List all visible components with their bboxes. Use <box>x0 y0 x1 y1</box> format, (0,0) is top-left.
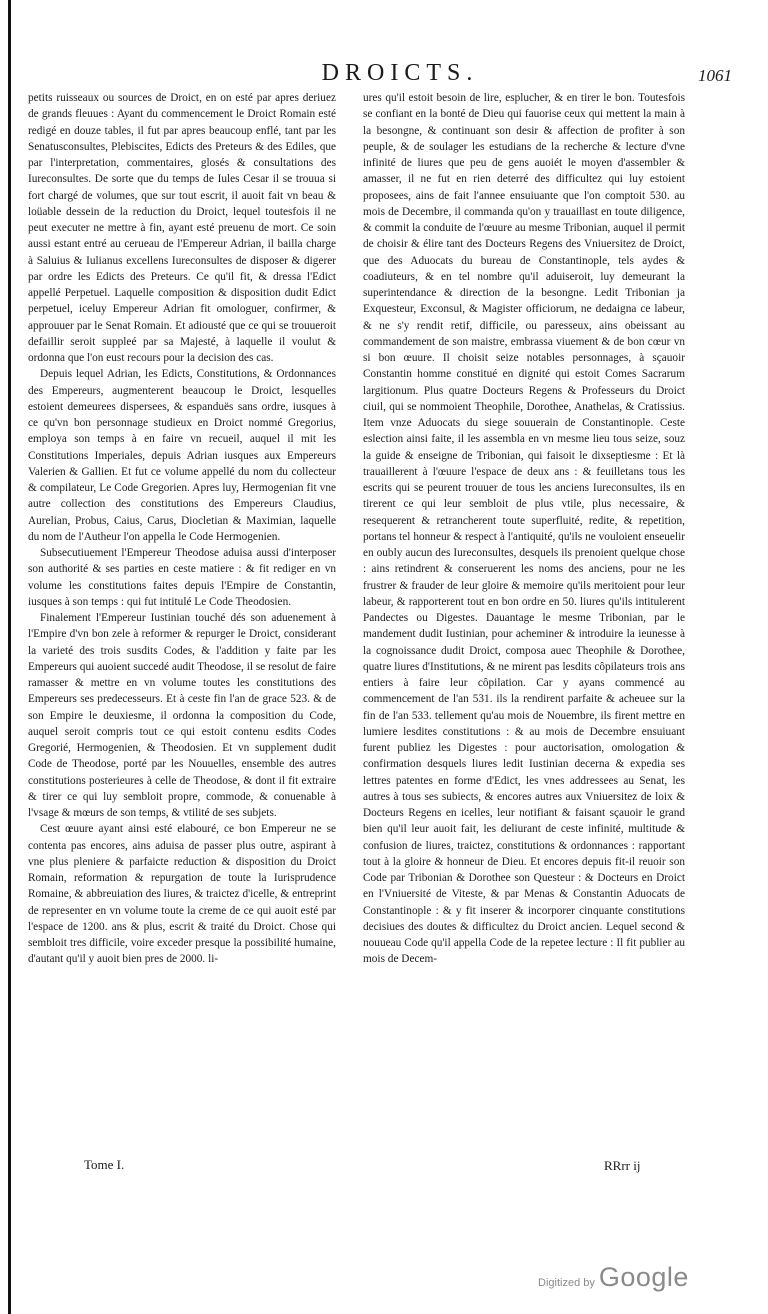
paragraph: petits ruisseaux ou sources de Droict, en on esté par apres deriuez de grands fleuues : Ayant du commencement le Droict Romain esté redigé en douze tables, il fut par apres beaucoup enflé, tant par les Senatusconsultes, Plebiscites, Edicts des Preteurs & des Ediles, que par l'interpretation, commentaires, glosés & consultations des Iureconsultes. De sorte que du temps de Iules Cesar il se trouua si fort chargé de volumes, que sur tout escrit, il auoit fait vn beau & loüable dessein de la reduction du Droict, lequel toutesfois il ne peut executer ne mettre à fin, ayant esté preuenu de mort. Ce soin aussi estant entré au cerueau de l'Empereur Adrian, il bailla charge à Saluius & Iulianus excellens Iureconsultes de disposer & digerer par ordre les Edicts des Preteurs. Ce qu'il fit, & dressa l'Edict appellé Perpetuel. Laquelle composition & disposition dudit Edict perpetuel, iceluy Empereur Adrian fit omologuer, confirmer, & approuuer par le Senat Romain. Et adiousté que ce qui se trouueroit defaillir seroit suppleé par sa Majesté, à laquelle il voulut & ordonna que l'on eust recours pour la decision des cas. <box>28 92 336 364</box>
watermark-prefix: Digitized by <box>538 1277 595 1289</box>
paragraph: Subsecutiuement l'Empereur Theodose aduisa aussi d'interposer son authorité & ses parties en ceste matiere : & fit rediger en vn volume les constitutions faites depuis l'Empire de Constantin, iusques à son temps : qui fut intitulé Le Code Theodosien. <box>28 547 336 608</box>
right-text-column <box>363 90 685 968</box>
paragraph: Depuis lequel Adrian, les Edicts, Constitutions, & Ordonnances des Empereurs, augmenterent beaucoup le Droict, lesquelles estoient demeurees dispersees, & espanduës sans ordre, iusques à ce qu'vn bon personnage studieux en Droict nommé Gregorius, employa son temps à en faire vn recueil, auquel il mit les Constitutions Imperiales, depuis Adrian iusques aux Empereurs Valerien & Gallien. Et fut ce volume appellé du nom du collecteur & compilateur, Le Code Gregorien. Apres luy, Hermogenian fit vne autre collection des constitutions des Empereurs Claudius, Aurelian, Probus, Caius, Carus, Diocletian & Maximian, laquelle du nom de l'Autheur l'on appella le Code Hermogenien. <box>28 368 336 543</box>
google-logo: Google <box>598 1262 689 1292</box>
page-binding-edge <box>8 0 11 1314</box>
digitized-watermark <box>538 1262 689 1293</box>
page-number: 1061 <box>698 66 732 85</box>
signature-mark: RRrr ij <box>604 1158 641 1173</box>
left-text-column <box>28 90 336 968</box>
volume-label: Tome I. <box>84 1157 125 1172</box>
paragraph: ures qu'il estoit besoin de lire, esplucher, & en tirer le bon. Toutesfois se confiant en la bonté de Dieu qui fauorise ceux qui mettent la main à la besongne, & continuant son desir & affection de profiter à son peuple, & de soulager les estudians de la recherche & lecture d'vne infinité de liures que peu de gens auoiét le moyen d'assembler & amasser, il ne fut en rien deterré des difficultez qui luy estoient proposees, ains de fait l'annee ensuiuante que l'on comptoit 530. au mois de Decembre, il commanda qu'on y trauaillast en toute diligence, & commit la conduite de l'œuure au mesme Tribonian, auquel il permit de choisir & élire tant des Docteurs Regens des Vniuersitez de Droict, que des Aduocats du bureau de Constantinople, tels aydes & coadiuteurs, & en tel nombre qu'il aduiseroit, luy demeurant la superintendance & direction de la besongne. Ledit Tribonian ja Exquesteur, Exconsul, & Magister officiorum, ne dedaigna ce labeur, & ne s'y rendit retif, difficile, ou paresseux, ains obeissant au commandement de son maistre, embrassa viuement & de bon cœur vn si bon œuure. Il choisit seize notables personnages, à sçauoir Constantin homme constitué en dignité qui estoit Comes Sacrarum largitionum. Plus quatre Docteurs Regens & Professeurs du Droict ciuil, qui se nommoient Theophile, Dorothee, Anathelas, & Cratissius. Item vnze Aduocats du siege souuerain de Constantinople. Ceste eslection ainsi faite, il les assembla en vn mesme lieu tous seize, souz la guide & enseigne de Tribonian, qui faisoit le dixseptiesme : Et là trauaillerent à l'œuure l'espace de deux ans : & feuilletans tous les escrits qui se peurent trouuer de tous les anciens Iureconsultes, ils en tirerent ce qui leur sembloit de plus vtile, plus necessaire, & resequerent & retrancherent toute superfluité, redite, & repetition, portans tel honneur & respect à l'antiquité, qu'ils ne vouloient enseuelir en oubly aucun des Iureconsultes, desquels ils prenoient quelque chose : ains retindrent & conseruerent les noms des anciens, pour ne les frustrer & frauder de leur gloire & memoire qu'ils meritoient pour leur labeur, & rapporterent tout en bon ordre en 50. liures qu'ils intitulerent Pandectes ou Digestes. Dauantage le mesme Tribonian, par le mandement dudit Iustinian, pour acheminer & introduire la ieunesse à la cognoissance dudit Droict, composa auec Theophile & Dorothee, quatre liures d'Institutions, & ne mirent pas lesdits côpilateurs trois ans entiers à faire leur côpilation. Car y ayans commencé au commencement de l'an 531. ils la rendirent parfaite & acheuee sur la fin de l'an 533. tellement qu'au mois de Nouembre, ils firent mettre en lumiere lesdites constitutions : & au mois de Decembre ensuiuant furent publiez les Digestes : pour auctorisation, omologation & confirmation desquels liures ledit Iustinian decerna & expedia ses lettres patentes en forme d'Edict, les vnes addressees au Senat, les autres à tous ses subiects, & encores autres aux Vniuersitez de loix & Docteurs Regens en icelles, leur notifiant & faisant sçauoir le grand bien qu'il leur auoit fait, les deliurant de ceste infinité, multitude & confusion de liures, traictez, constitutions & ordonnances : rapportant tout à la gloire & honneur de Dieu. Et encores depuis fit-il reuoir son Code par Tribonian & Dorothee son Questeur : & Docteurs en Droict en l'Vniuersité de Viteste, & par Menas & Constantin Aduocats de Constantinople : & y fit inserer & incorporer cinquante constitutions decisiues des doutes & difficultez du Droict ancien. Lequel second & nouueau Code qu'il appella Code de la repetee lecture : Il fit publier au mois de Decem- <box>363 92 685 966</box>
paragraph: Finalement l'Empereur Iustinian touché dés son aduenement à l'Empire d'vn bon zele à reformer & repurger le Droict, considerant la varieté des trois susdits Codes, & l'addition y faite par les Empereurs qui auoient succedé audit Theodose, il se resolut de faire ramasser & mettre en vn volume toutes les constitutions des Empereurs ses predecesseurs. Et à ceste fin l'an de grace 523. & de son Empire le deuxiesme, il ordonna la composition du Code, auquel seroit compris tout ce qui estoit contenu esdits Codes Gregorié, Hermogenien, & Theodosien. Et vn supplement dudit Code de Theodose, porté par les Nouuelles, ensemble des autres constitutions posterieures à celle de Theodose, & dont il fit extraire & tirer ce qui luy sembloit propre, commode, & conuenable à l'vsage & mœurs de son temps, & vtilité de ses subjets. <box>28 612 336 819</box>
paragraph: Cest œuure ayant ainsi esté elabouré, ce bon Empereur ne se contenta pas encores, ains aduisa de passer plus outre, aspirant à vne plus pleniere & parfaicte reduction & disposition du Droict Romain, reformation & repurgation de toute la Iurisprudence Romaine, & abbreuiation des liures, & traictez d'icelle, & entreprint de representer en vn volume toute la creme de ce qui auoit esté par l'espace de 1200. ans & plus, escrit & traité du Droict. Chose qui sembloit tres difficile, voire exceder presque la possibilité humaine, d'autant qu'il y auoit bien pres de 2000. li- <box>28 823 336 966</box>
running-head: DROICTS. <box>321 60 479 86</box>
